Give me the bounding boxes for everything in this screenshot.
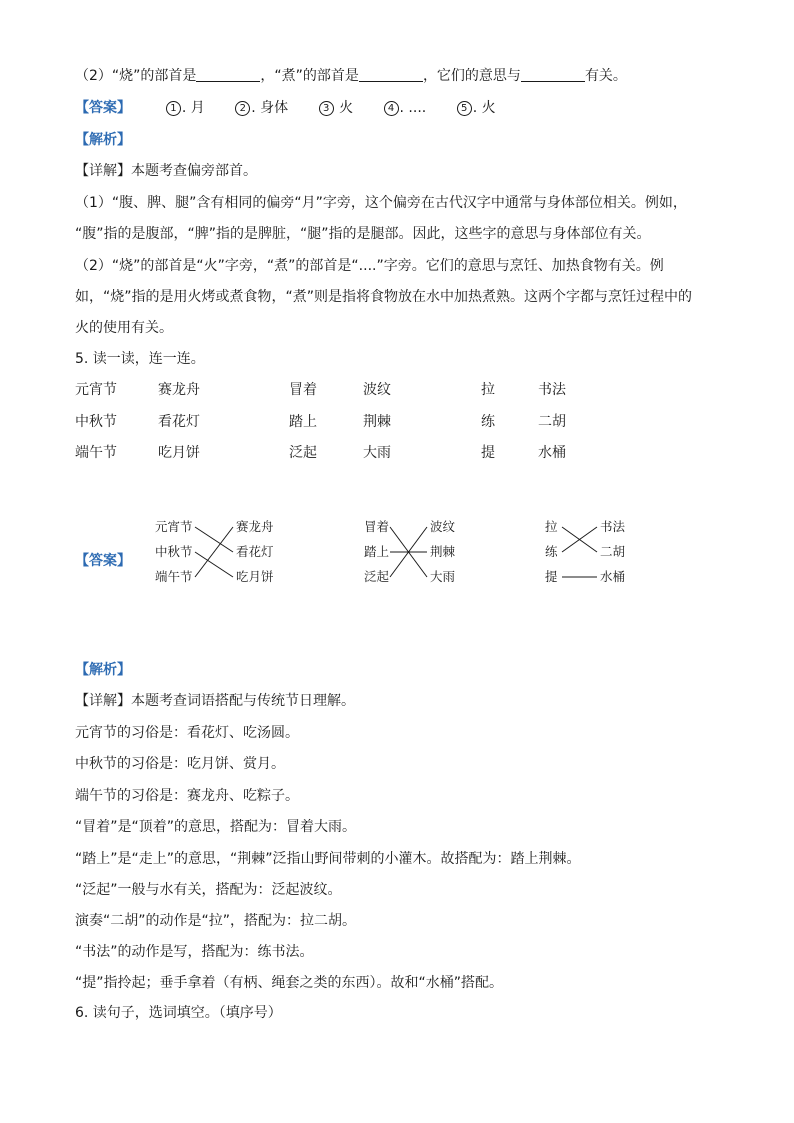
question-5-title: 5. 读一读，连一连。 [75,351,205,367]
q2-text-1: （2）“烧”的部首是 [75,68,197,84]
table-cell: 吃月饼 [158,445,200,461]
table-cell: 踏上 [289,414,317,430]
answer-item-4: 4 . .... [384,100,427,116]
explanation-line: “提”指拎起；垂手拿着（有柄、绳套之类的东西）。故和“水桶”搭配。 [75,975,504,991]
match-word: 中秋节 [155,544,193,559]
match-word: 波纹 [430,519,456,534]
para2-line-1: （2）“烧”的部首是“火”字旁，“煮”的部首是“....”字旁。它们的意思与烹饪、加热食物有关。例 [75,258,664,274]
match-word: 元宵节 [155,519,193,534]
analysis-tag-2: 【解析】 [75,662,131,678]
table-cell: 大雨 [363,445,391,461]
match-word: 赛龙舟 [236,519,274,534]
explanation-line: “踏上”是“走上”的意思，“荆棘”泛指山野间带刺的小灌木。故搭配为：踏上荆棘。 [75,851,581,867]
explanation-line: “书法”的动作是写，搭配为：练书法。 [75,944,314,960]
answer-tag-2: 【答案】 [75,553,131,569]
para1-line-2: “腹”指的是腹部，“脾”指的是脾脏，“腿”指的是腿部。因此，这些字的意思与身体部位有关。 [75,226,651,242]
explanation-line: 元宵节的习俗是：看花灯、吃汤圆。 [75,725,299,741]
table-cell: 练 [481,414,495,430]
answer-item-2: 2 . 身体 [235,100,288,116]
table-cell: 波纹 [363,382,391,398]
detail-text-2: 本题考查词语搭配与传统节日理解。 [131,693,355,709]
match-word: 吃月饼 [236,569,274,584]
match-word: 书法 [600,519,626,534]
table-cell: 中秋节 [75,414,117,430]
detail-tag-2: 【详解】 [75,693,131,709]
match-word: 荆棘 [430,544,456,559]
q2-text-2: ，“煮”的部首是 [260,68,359,84]
match-line [195,527,233,552]
answer-item-3: 3 火 [319,100,353,116]
table-cell: 泛起 [289,445,317,461]
q2-text-4: 有关。 [584,68,627,84]
para1-line-1: （1）“腹、脾、腿”含有相同的偏旁“月”字旁，这个偏旁在古代汉字中通常与身体部位相关。例如， [75,195,687,211]
explanation-line: 中秋节的习俗是：吃月饼、赏月。 [75,756,285,772]
question-6-title: 6. 读句子，选词填空。（填序号） [75,1005,282,1021]
answer-tag: 【答案】 [75,100,131,116]
match-word: 提 [545,569,558,584]
analysis-tag-1: 【解析】 [75,132,131,148]
answer-item-5: 5 . 火 [457,100,496,116]
match-word: 踏上 [364,544,390,559]
detail-tag-1: 【详解】 [75,163,131,179]
table-cell: 看花灯 [158,414,200,430]
table-cell: 拉 [481,382,495,398]
table-cell: 端午节 [75,445,117,461]
table-cell: 元宵节 [75,382,117,398]
detail-line-2 [75,691,355,711]
match-line [195,527,233,577]
answer-item-1: 1 . 月 [166,100,205,116]
match-line [195,552,233,577]
match-word: 拉 [545,519,558,534]
detail-text-1: 本题考查偏旁部首。 [131,163,257,179]
table-cell: 水桶 [538,445,566,461]
explanation-line: “冒着”是“顶着”的意思，搭配为：冒着大雨。 [75,819,357,835]
table-cell: 书法 [538,382,566,398]
q2-text-3: ，它们的意思与 [422,68,521,84]
table-cell: 二胡 [538,414,566,430]
table-cell: 冒着 [289,382,317,398]
explanation-line: “泛起”一般与水有关，搭配为：泛起波纹。 [75,882,342,898]
match-word: 看花灯 [236,544,274,559]
match-word: 二胡 [600,544,626,559]
explanation-line: 端午节的习俗是：赛龙舟、吃粽子。 [75,788,299,804]
match-word: 大雨 [430,569,456,584]
match-word: 水桶 [600,569,626,584]
table-cell: 提 [481,445,495,461]
match-word: 冒着 [364,519,390,534]
table-cell: 荆棘 [363,414,391,430]
table-cell: 赛龙舟 [158,382,200,398]
para2-line-2: 如，“烧”指的是用火烤或煮食物，“煮”则是指将食物放在水中加热煮熟。这两个字都与烹饪过程中的 [75,289,693,305]
match-word: 泛起 [364,569,390,584]
para2-line-3: 火的使用有关。 [75,320,173,336]
match-word: 端午节 [155,569,193,584]
explanation-line: 演奏“二胡”的动作是“拉”，搭配为：拉二胡。 [75,913,357,929]
match-word: 练 [545,544,558,559]
